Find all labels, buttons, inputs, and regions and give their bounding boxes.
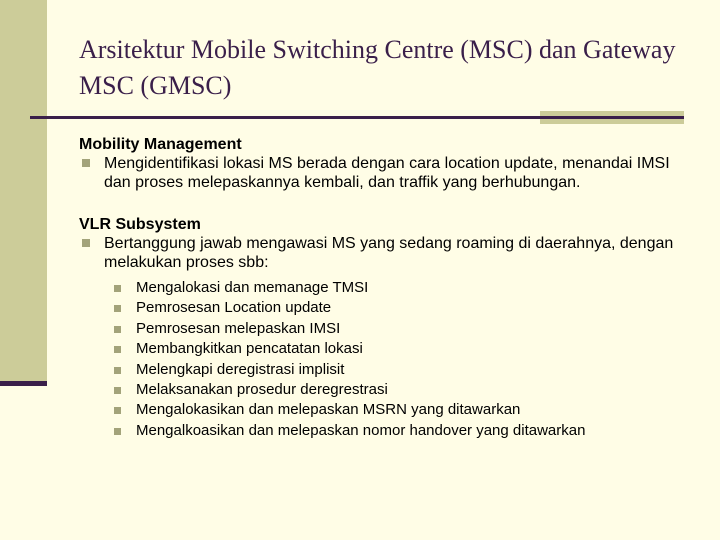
square-bullet-icon	[111, 360, 136, 380]
sub-item-text: Melaksanakan prosedur deregrestrasi	[136, 381, 388, 399]
sub-bullet-list	[111, 278, 699, 441]
sub-list-item	[111, 278, 699, 298]
sub-item-text: Pemrosesan melepaskan IMSI	[136, 319, 341, 337]
section-vlr-subsystem	[79, 215, 699, 441]
square-bullet-icon	[111, 298, 136, 318]
bullet-text: Bertanggung jawab mengawasi MS yang sedang roaming di daerahnya, dengan melakukan proses sbb:	[104, 235, 674, 271]
square-bullet-icon	[111, 380, 136, 400]
side-accent-band	[0, 0, 47, 384]
sub-item-text: Mengalokasi dan memanage TMSI	[136, 279, 369, 296]
square-bullet-icon	[79, 154, 104, 192]
square-bullet-icon	[111, 278, 136, 298]
sub-list-item	[111, 360, 699, 380]
square-bullet-icon	[111, 319, 136, 339]
bullet-item	[79, 234, 699, 272]
section-heading: Mobility Management	[79, 136, 242, 153]
sub-list-item	[111, 298, 699, 318]
sub-list-item	[111, 319, 699, 339]
sub-list-item	[111, 339, 699, 359]
square-bullet-icon	[79, 234, 104, 272]
sub-item-text: Membangkitkan pencatatan lokasi	[136, 340, 363, 358]
section-mobility-management	[79, 135, 699, 192]
sub-item-text: Mengalkoasikan dan melepaskan nomor handover yang ditawarkan	[136, 421, 586, 439]
square-bullet-icon	[111, 421, 136, 441]
side-accent-rule	[0, 381, 47, 386]
bullet-text: Mengidentifikasi lokasi MS berada dengan cara location update, menandai IMSI dan proses melepaskannya kembali, dan traffik yang berhubungan.	[104, 155, 670, 191]
square-bullet-icon	[111, 400, 136, 420]
sub-list-item	[111, 400, 699, 420]
slide-content	[79, 135, 699, 441]
title-divider-accent	[540, 111, 684, 124]
title-divider	[30, 116, 542, 119]
square-bullet-icon	[111, 339, 136, 359]
sub-list-item	[111, 380, 699, 400]
sub-list-item	[111, 421, 699, 441]
sub-item-text: Pemrosesan Location update	[136, 299, 332, 317]
bullet-item	[79, 154, 699, 192]
sub-item-text: Mengalokasikan dan melepaskan MSRN yang ditawarkan	[136, 401, 521, 419]
sub-item-text: Melengkapi deregistrasi implisit	[136, 360, 345, 378]
slide-title: Arsitektur Mobile Switching Centre (MSC) dan Gateway MSC (GMSC)	[79, 35, 676, 100]
section-heading: VLR Subsystem	[79, 216, 201, 233]
